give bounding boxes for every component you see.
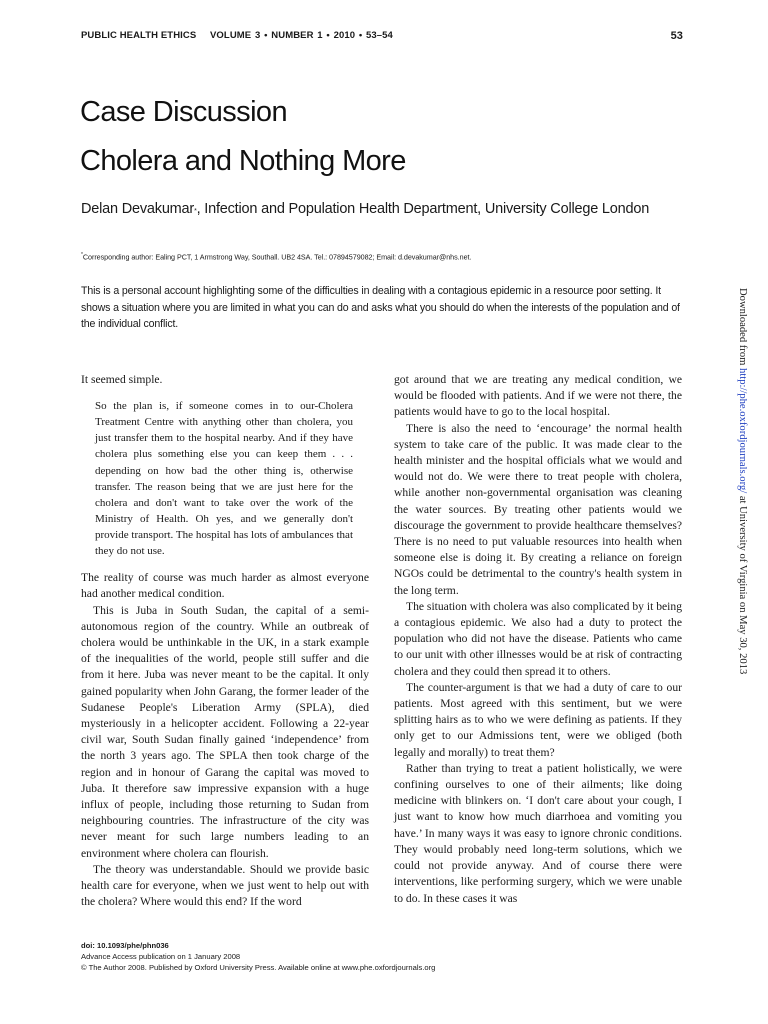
footnote-text: Corresponding author: Ealing PCT, 1 Armstrong Way, Southall. UB2 4SA. Tel.: 07894579082; Email: d.devakumar@nhs.net. xyxy=(82,252,472,262)
paragraph: The theory was understandable. Should we provide basic health care for everyone, when we just went to help out with the cholera? Where would this end? If the word xyxy=(81,862,369,909)
opening-line: It seemed simple. xyxy=(81,373,163,386)
doi: doi: 10.1093/phe/phn036 xyxy=(81,941,169,950)
paragraph: got around that we are treating any medical condition, we would be flooded with patients. And if we were not there, the patients would have to go to the local hospital. xyxy=(394,373,682,419)
author-marker: * xyxy=(194,208,197,215)
author-affiliation: , Infection and Population Health Department, University College London xyxy=(196,201,650,217)
section-title: Case Discussion xyxy=(80,96,287,128)
publication-footer xyxy=(81,940,691,973)
block-quote: So the plan is, if someone comes in to our-Cholera Treatment Centre with anything other than cholera, you just transfer them to the hospital nearby. And if they have cholera plus something else you can keep them . . . depending on how bad the other thing is, otherwise transfer. The reason being that we are just here for the cholera and don't want to take over the work of the Ministry of Health. Oh yes, and we generally don't provide transport. The hospital has lots of ambulances that they do not use. xyxy=(95,400,353,558)
paragraph: The reality of course was much harder as almost everyone had another medical condition. xyxy=(81,571,369,601)
body-column-right xyxy=(394,372,682,907)
corresponding-author-note xyxy=(81,252,691,261)
footnote-marker: * xyxy=(81,252,83,258)
watermark-suffix: at University of Virginia on May 30, 2013 xyxy=(737,493,748,675)
paragraph: The counter-argument is that we had a duty of care to our patients. Most agreed with this sentiment, but we were splitting hairs as to who we were defining as patients. If they only get to our Admissions tent, were we obliged (both legally and morally) to treat them? xyxy=(394,680,682,759)
author-line xyxy=(81,199,691,220)
author-name: Delan Devakumar xyxy=(81,201,195,217)
article-title: Cholera and Nothing More xyxy=(80,145,406,177)
abstract: This is a personal account highlighting some of the difficulties in dealing with a contagious epidemic in a resource poor setting. It shows a situation where you are limited in what you can do and asks what you should do when the interests of the population and of the individual conflict. xyxy=(81,285,680,330)
watermark-link[interactable]: http://phe.oxfordjournals.org/ xyxy=(737,368,748,494)
running-header xyxy=(81,30,683,46)
paragraph: There is also the need to ‘encourage’ the normal health system to take care of the public. It was made clear to the health minister and the hospital officials what we would and would not do. We were there to treat people with cholera, while another non-governmental organisation was cleaning the water sources. By treating other patients would we discourage the government to provide healthcare themselves? There is no need to put valuable resources into health when someone else is doing it. By creating a reliance on foreign NGOs could be detrimental to the country's health system in the long term. xyxy=(394,421,682,597)
paragraph: This is Juba in South Sudan, the capital of a semi-autonomous region of the country. While an outbreak of cholera would be unthinkable in the UK, in a stark example of the inequalities of the world, people still suffer and die from it here. Juba was never meant to be the capital. It only gained popularity when John Garang, the former leader of the Sudanese People's Liberation Army (SPLA), died mysteriously in a helicopter accident. Following a 22-year civil war, South Sudan finally gained ‘independence’ from the north 3 years ago. The SPLA then took charge of the region and in honour of Garang the capital was moved to Juba. It therefore saw impressive expansion with a huge influx of people, including those returning to Sudan from neighbouring countries. The infrastructure of the city was never meant for such large numbers leading to an environment where cholera can flourish. xyxy=(81,603,369,860)
advance-access: Advance Access publication on 1 January 2008 xyxy=(81,952,241,961)
body-column-left xyxy=(81,372,369,910)
watermark-prefix: Downloaded from xyxy=(737,288,748,369)
copyright: © The Author 2008. Published by Oxford University Press. Available online at www.phe.oxfordjournals.org xyxy=(81,963,436,972)
paragraph: Rather than trying to treat a patient holistically, we were confining ourselves to one of their ailments; like doing medicine with blinkers on. ‘I don't care about your cough, I just want to know how much diarrhoea and vomiting you have.’ In many ways it was easy to ignore chronic conditions. They would probably need long-term solutions, which we could not provide anyway. And of course there were interventions, like performing surgery, which we were unable to do. In these cases it was xyxy=(394,761,682,905)
journal-name: PUBLIC HEALTH ETHICS xyxy=(81,30,197,41)
volume-info: VOLUME 3 • NUMBER 1 • 2010 • 53–54 xyxy=(210,30,393,41)
paragraph: The situation with cholera was also complicated by it being a contagious epidemic. We also had a duty to protect the population who did not have the disease. Patients who came to our unit with other illnesses would be at risk of contracting cholera and they could then spread it to others. xyxy=(394,599,682,678)
page-number: 53 xyxy=(670,30,683,42)
